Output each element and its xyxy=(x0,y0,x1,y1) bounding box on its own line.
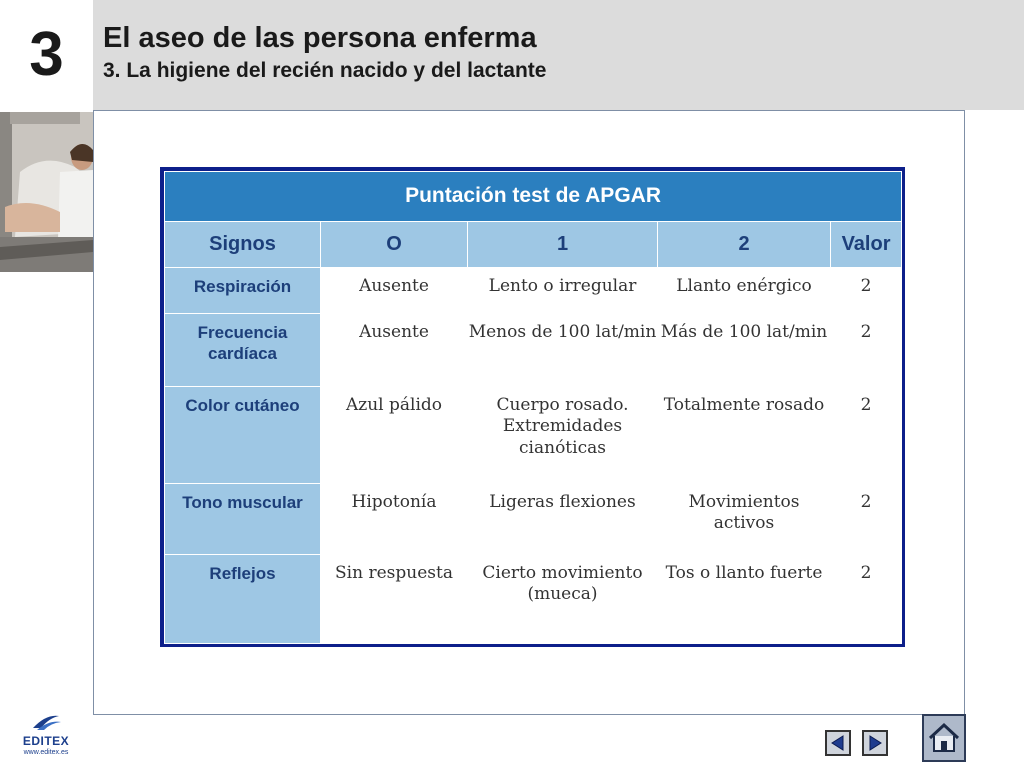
slide-subtitle: 3. La higiene del recién nacido y del lactante xyxy=(103,59,547,83)
column-header: 2 xyxy=(658,222,831,268)
home-icon xyxy=(927,721,961,755)
table-row xyxy=(165,387,902,484)
table-cell: 2 xyxy=(831,387,902,484)
editex-logo-icon xyxy=(29,712,63,732)
apgar-table xyxy=(164,171,902,644)
table-cell: Sin respuesta xyxy=(321,555,468,644)
table-cell: 2 xyxy=(831,555,902,644)
table-cell: Tos o llanto fuerte xyxy=(658,555,831,644)
row-label: Respiración xyxy=(165,268,321,314)
column-header: Signos xyxy=(165,222,321,268)
triangle-left-icon xyxy=(830,735,846,751)
row-label: Reflejos xyxy=(165,555,321,644)
table-cell: Azul pálido xyxy=(321,387,468,484)
table-cell: Movimientos activos xyxy=(658,484,831,555)
table-row xyxy=(165,268,902,314)
table-cell: Cierto movimiento (mueca) xyxy=(468,555,658,644)
table-cell: 2 xyxy=(831,268,902,314)
table-cell: Cuerpo rosado. Extremidades cianóticas xyxy=(468,387,658,484)
chapter-badge xyxy=(0,0,93,110)
slide-header xyxy=(93,0,1024,110)
triangle-right-icon xyxy=(867,735,883,751)
apgar-table-title: Puntación test de APGAR xyxy=(165,172,902,222)
table-cell: Lento o irregular xyxy=(468,268,658,314)
table-cell: Ausente xyxy=(321,268,468,314)
table-cell: Hipotonía xyxy=(321,484,468,555)
table-cell: Menos de 100 lat/min xyxy=(468,314,658,387)
column-header: Valor xyxy=(831,222,902,268)
nurse-photo xyxy=(0,112,93,272)
slide-title: El aseo de las persona enferma xyxy=(103,22,537,54)
table-cell: Ausente xyxy=(321,314,468,387)
table-row xyxy=(165,314,902,387)
row-label: Tono muscular xyxy=(165,484,321,555)
column-header: 1 xyxy=(468,222,658,268)
row-label: Frecuencia cardíaca xyxy=(165,314,321,387)
table-cell: Totalmente rosado xyxy=(658,387,831,484)
table-cell: 2 xyxy=(831,314,902,387)
logo-name: EDITEX xyxy=(22,734,70,748)
table-row xyxy=(165,484,902,555)
logo-url: www.editex.es xyxy=(23,749,69,756)
editex-logo xyxy=(16,712,76,762)
chapter-number: 3 xyxy=(29,20,64,89)
apgar-table-container xyxy=(160,167,905,647)
table-cell: 2 xyxy=(831,484,902,555)
next-slide-button[interactable] xyxy=(862,730,888,756)
table-row xyxy=(165,555,902,644)
previous-slide-button[interactable] xyxy=(825,730,851,756)
table-cell: Ligeras flexiones xyxy=(468,484,658,555)
home-button[interactable] xyxy=(922,714,966,762)
table-cell: Llanto enérgico xyxy=(658,268,831,314)
row-label: Color cutáneo xyxy=(165,387,321,484)
table-cell: Más de 100 lat/min xyxy=(658,314,831,387)
column-header: O xyxy=(321,222,468,268)
